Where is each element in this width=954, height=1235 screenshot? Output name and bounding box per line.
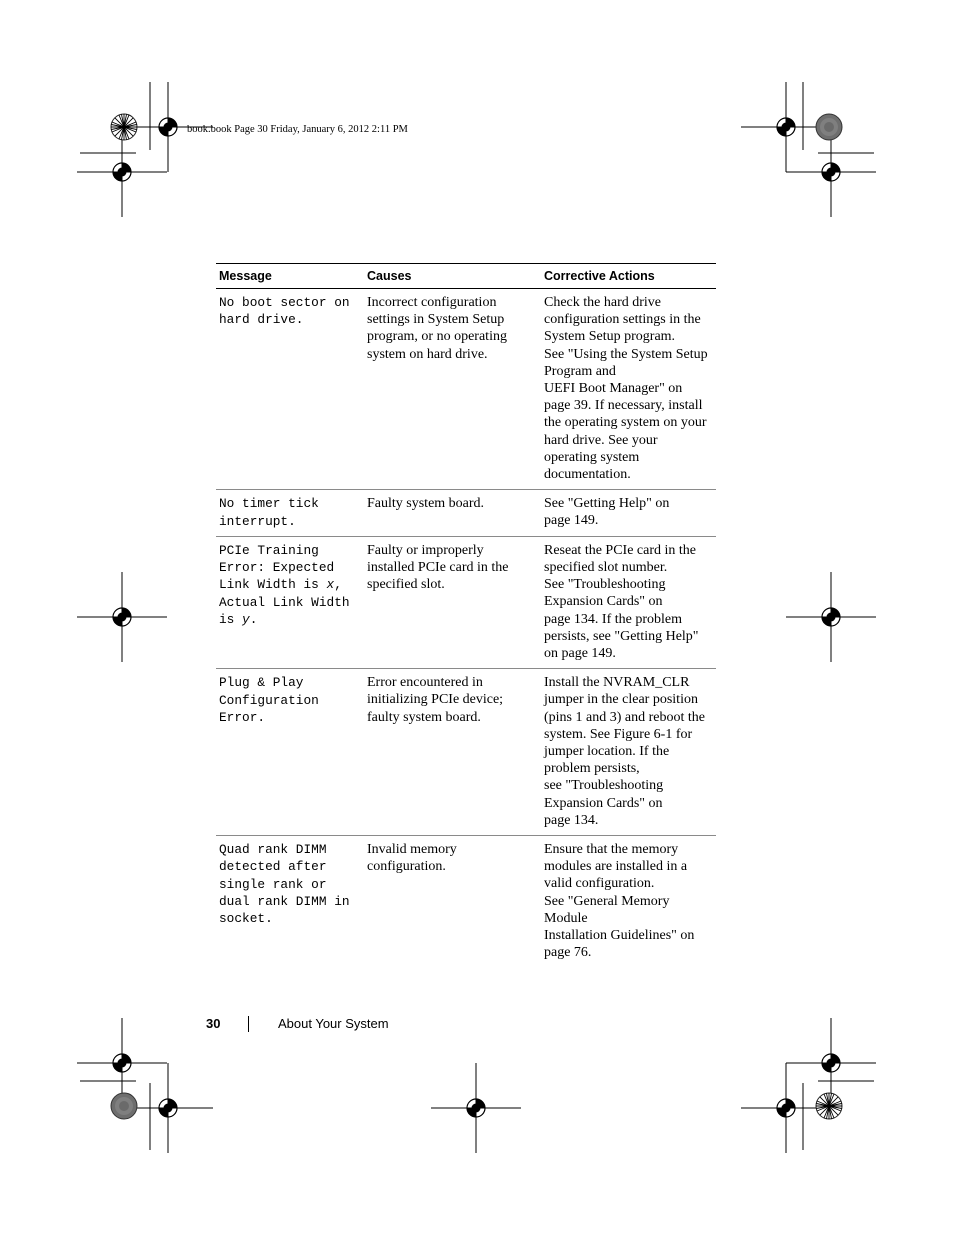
table-row	[216, 836, 716, 968]
message-line: No boot sector on	[219, 295, 350, 310]
actions-cell	[541, 669, 716, 836]
error-message-table	[216, 263, 716, 968]
causes-line: specified slot.	[367, 577, 445, 593]
message-cell	[216, 490, 364, 537]
page-number: 30	[206, 1016, 221, 1031]
actions-line: See "Troubleshooting	[544, 577, 666, 593]
actions-line: the operating system on your	[544, 415, 707, 431]
causes-cell	[364, 669, 541, 836]
causes-cell	[364, 490, 541, 537]
causes-line: installed PCIe card in the	[367, 560, 509, 576]
actions-line: page 76.	[544, 945, 592, 961]
actions-line: see "Troubleshooting	[544, 778, 664, 794]
causes-cell	[364, 536, 541, 668]
footer-section-title: About Your System	[278, 1016, 389, 1031]
actions-line: on page 149.	[544, 646, 616, 662]
message-line: No timer tick	[219, 496, 319, 512]
causes-line: Invalid memory	[367, 842, 457, 858]
message-cell	[216, 836, 364, 968]
column-header-message: Message	[216, 264, 364, 289]
actions-line: modules are installed in a	[544, 859, 688, 875]
message-cell	[216, 536, 364, 668]
actions-line: Expansion Cards" on	[544, 795, 663, 811]
actions-line: system. See Figure 6-1 for	[544, 726, 693, 742]
footer-divider	[248, 1016, 249, 1032]
message-line: Link Width is x,	[219, 577, 342, 593]
actions-line: page 134. If the problem	[544, 611, 683, 627]
message-line: interrupt.	[219, 513, 296, 529]
message-line: Configuration	[219, 692, 319, 708]
book-header-info: book.book Page 30 Friday, January 6, 2012 2:11 PM	[187, 124, 408, 135]
actions-line: valid configuration.	[544, 876, 655, 892]
message-line: socket.	[219, 911, 273, 927]
message-line: Quad rank DIMM	[219, 842, 327, 858]
actions-line: Expansion Cards" on	[544, 594, 663, 610]
message-line: dual rank DIMM in	[219, 893, 350, 909]
causes-cell	[364, 289, 541, 490]
actions-line: problem persists,	[544, 761, 640, 777]
causes-line: system on hard drive.	[367, 346, 488, 362]
causes-line: settings in System Setup	[367, 312, 505, 328]
column-header-corrective-actions: Corrective Actions	[541, 264, 716, 289]
actions-line: Installation Guidelines" on	[544, 928, 695, 944]
message-line: is y.	[219, 612, 258, 628]
actions-cell	[541, 836, 716, 968]
causes-line: initializing PCIe device;	[367, 692, 504, 708]
message-line: Plug & Play	[219, 675, 304, 691]
actions-line: jumper in the clear position	[544, 692, 698, 708]
message-line: PCIe Training	[219, 542, 319, 558]
actions-cell	[541, 536, 716, 668]
causes-line: Faulty system board.	[367, 496, 485, 512]
actions-line: UEFI Boot Manager" on	[544, 381, 683, 397]
actions-line: (pins 1 and 3) and reboot the	[544, 709, 705, 725]
message-line: Error.	[219, 709, 266, 725]
actions-line: See "General Memory	[544, 893, 670, 909]
message-line: Error: Expected	[219, 560, 335, 576]
actions-line: page 134.	[544, 812, 599, 828]
table-row	[216, 490, 716, 537]
causes-line: Incorrect configuration	[367, 295, 497, 310]
actions-line: hard drive. See your	[544, 432, 658, 448]
table-row	[216, 669, 716, 836]
table-header-row	[216, 264, 716, 289]
actions-line: Ensure that the memory	[544, 842, 679, 858]
actions-line: persists, see "Getting Help"	[544, 628, 699, 644]
actions-line: configuration settings in the	[544, 312, 701, 328]
causes-line: Faulty or improperly	[367, 542, 484, 558]
actions-cell	[541, 490, 716, 537]
message-line: single rank or	[219, 876, 327, 892]
causes-line: faulty system board.	[367, 709, 481, 725]
table-row	[216, 536, 716, 668]
message-cell	[216, 289, 364, 490]
actions-line: Check the hard drive	[544, 295, 662, 310]
actions-line: See "Using the System Setup	[544, 346, 708, 362]
message-line: detected after	[219, 859, 327, 875]
causes-line: program, or no operating	[367, 329, 507, 345]
actions-line: operating system	[544, 449, 640, 465]
message-line: hard drive.	[219, 312, 304, 328]
actions-cell	[541, 289, 716, 490]
actions-line: page 149.	[544, 513, 599, 529]
column-header-causes: Causes	[364, 264, 541, 289]
actions-line: documentation.	[544, 467, 631, 483]
actions-line: Install the NVRAM_CLR	[544, 675, 690, 691]
actions-line: specified slot number.	[544, 560, 668, 576]
actions-line: Program and	[544, 363, 616, 379]
actions-line: System Setup program.	[544, 329, 676, 345]
actions-line: Reseat the PCIe card in the	[544, 542, 697, 558]
message-cell	[216, 669, 364, 836]
actions-line: See "Getting Help" on	[544, 496, 670, 512]
causes-line: configuration.	[367, 859, 446, 875]
actions-line: page 39. If necessary, install	[544, 398, 703, 414]
actions-line: Module	[544, 910, 588, 926]
actions-line: jumper location. If the	[544, 744, 670, 760]
causes-line: Error encountered in	[367, 675, 483, 691]
causes-cell	[364, 836, 541, 968]
message-line: Actual Link Width	[219, 594, 350, 610]
table-row	[216, 289, 716, 490]
